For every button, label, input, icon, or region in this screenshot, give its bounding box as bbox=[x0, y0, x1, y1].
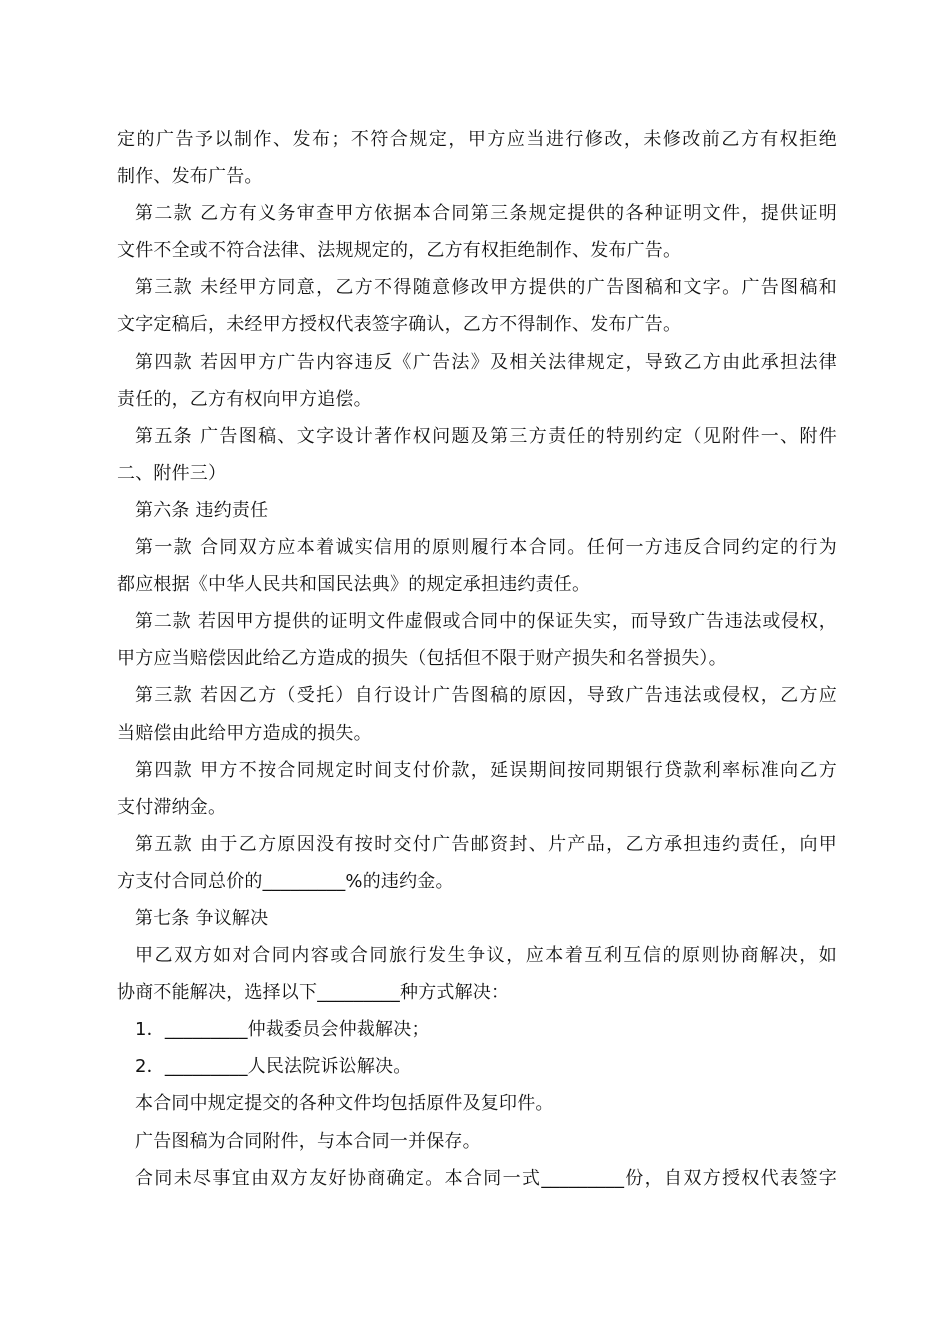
text-line: 都应根据《中华人民共和国民法典》的规定承担违约责任。 bbox=[117, 574, 591, 596]
text-line: 第二款 若因甲方提供的证明文件虚假或合同中的保证失实，而导致广告违法或侵权， bbox=[135, 611, 837, 633]
text-line: 第五款 由于乙方原因没有按时交付广告邮资封、片产品，乙方承担违约责任，向甲 bbox=[135, 833, 837, 855]
text-line: 责任的，乙方有权向甲方追偿。 bbox=[117, 388, 372, 410]
text-line: 第六条 违约责任 bbox=[135, 499, 269, 521]
text-line: 定的广告予以制作、发布；不符合规定，甲方应当进行修改，未修改前乙方有权拒绝 bbox=[117, 129, 837, 150]
text-line: 第三款 未经甲方同意，乙方不得随意修改甲方提供的广告图稿和文字。广告图稿和 bbox=[135, 277, 837, 299]
text-line: 文字定稿后，未经甲方授权代表签字确认，乙方不得制作、发布广告。 bbox=[117, 314, 682, 336]
text-line: 甲方应当赔偿因此给乙方造成的损失（包括但不限于财产损失和名誉损失）。 bbox=[117, 648, 727, 670]
text-line: 协商不能解决，选择以下_________种方式解决： bbox=[117, 982, 510, 1004]
text-line: 文件不全或不符合法律、法规规定的，乙方有权拒绝制作、发布广告。 bbox=[117, 240, 682, 262]
text-line: 广告图稿为合同附件，与本合同一并保存。 bbox=[135, 1130, 481, 1152]
text-line: 本合同中规定提交的各种文件均包括原件及复印件。 bbox=[135, 1093, 554, 1115]
text-line: 第一款 合同双方应本着诚实信用的原则履行本合同。任何一方违反合同约定的行为 bbox=[135, 537, 837, 559]
text-line: 方支付合同总价的_________%的违约金。 bbox=[117, 870, 454, 892]
text-line: 第三款 若因乙方（受托）自行设计广告图稿的原因，导致广告违法或侵权，乙方应 bbox=[135, 685, 837, 707]
text-line: 制作、发布广告。 bbox=[117, 166, 263, 188]
text-line: 第二款 乙方有义务审查甲方依据本合同第三条规定提供的各种证明文件，提供证明 bbox=[135, 203, 837, 225]
text-line: 甲乙双方如对合同内容或合同旅行发生争议，应本着互利互信的原则协商解决，如 bbox=[135, 945, 837, 967]
text-line: 第四款 若因甲方广告内容违反《广告法》及相关法律规定，导致乙方由此承担法律 bbox=[135, 351, 837, 373]
text-line: 2．_________人民法院诉讼解决。 bbox=[135, 1056, 412, 1078]
text-line: 支付滞纳金。 bbox=[117, 796, 227, 818]
text-line: 第四款 甲方不按合同规定时间支付价款，延误期间按同期银行贷款利率标准向乙方 bbox=[135, 759, 837, 781]
text-line: 第七条 争议解决 bbox=[135, 907, 269, 929]
contract-body bbox=[117, 121, 837, 1197]
text-line: 合同未尽事宜由双方友好协商确定。本合同一式_________份，自双方授权代表签字 bbox=[135, 1167, 837, 1189]
text-line: 二、附件三） bbox=[117, 462, 227, 484]
text-line: 第五条 广告图稿、文字设计著作权问题及第三方责任的特别约定（见附件一、附件 bbox=[135, 425, 837, 447]
text-line: 当赔偿由此给甲方造成的损失。 bbox=[117, 722, 372, 744]
text-line: 1．_________仲裁委员会仲裁解决； bbox=[135, 1019, 430, 1041]
